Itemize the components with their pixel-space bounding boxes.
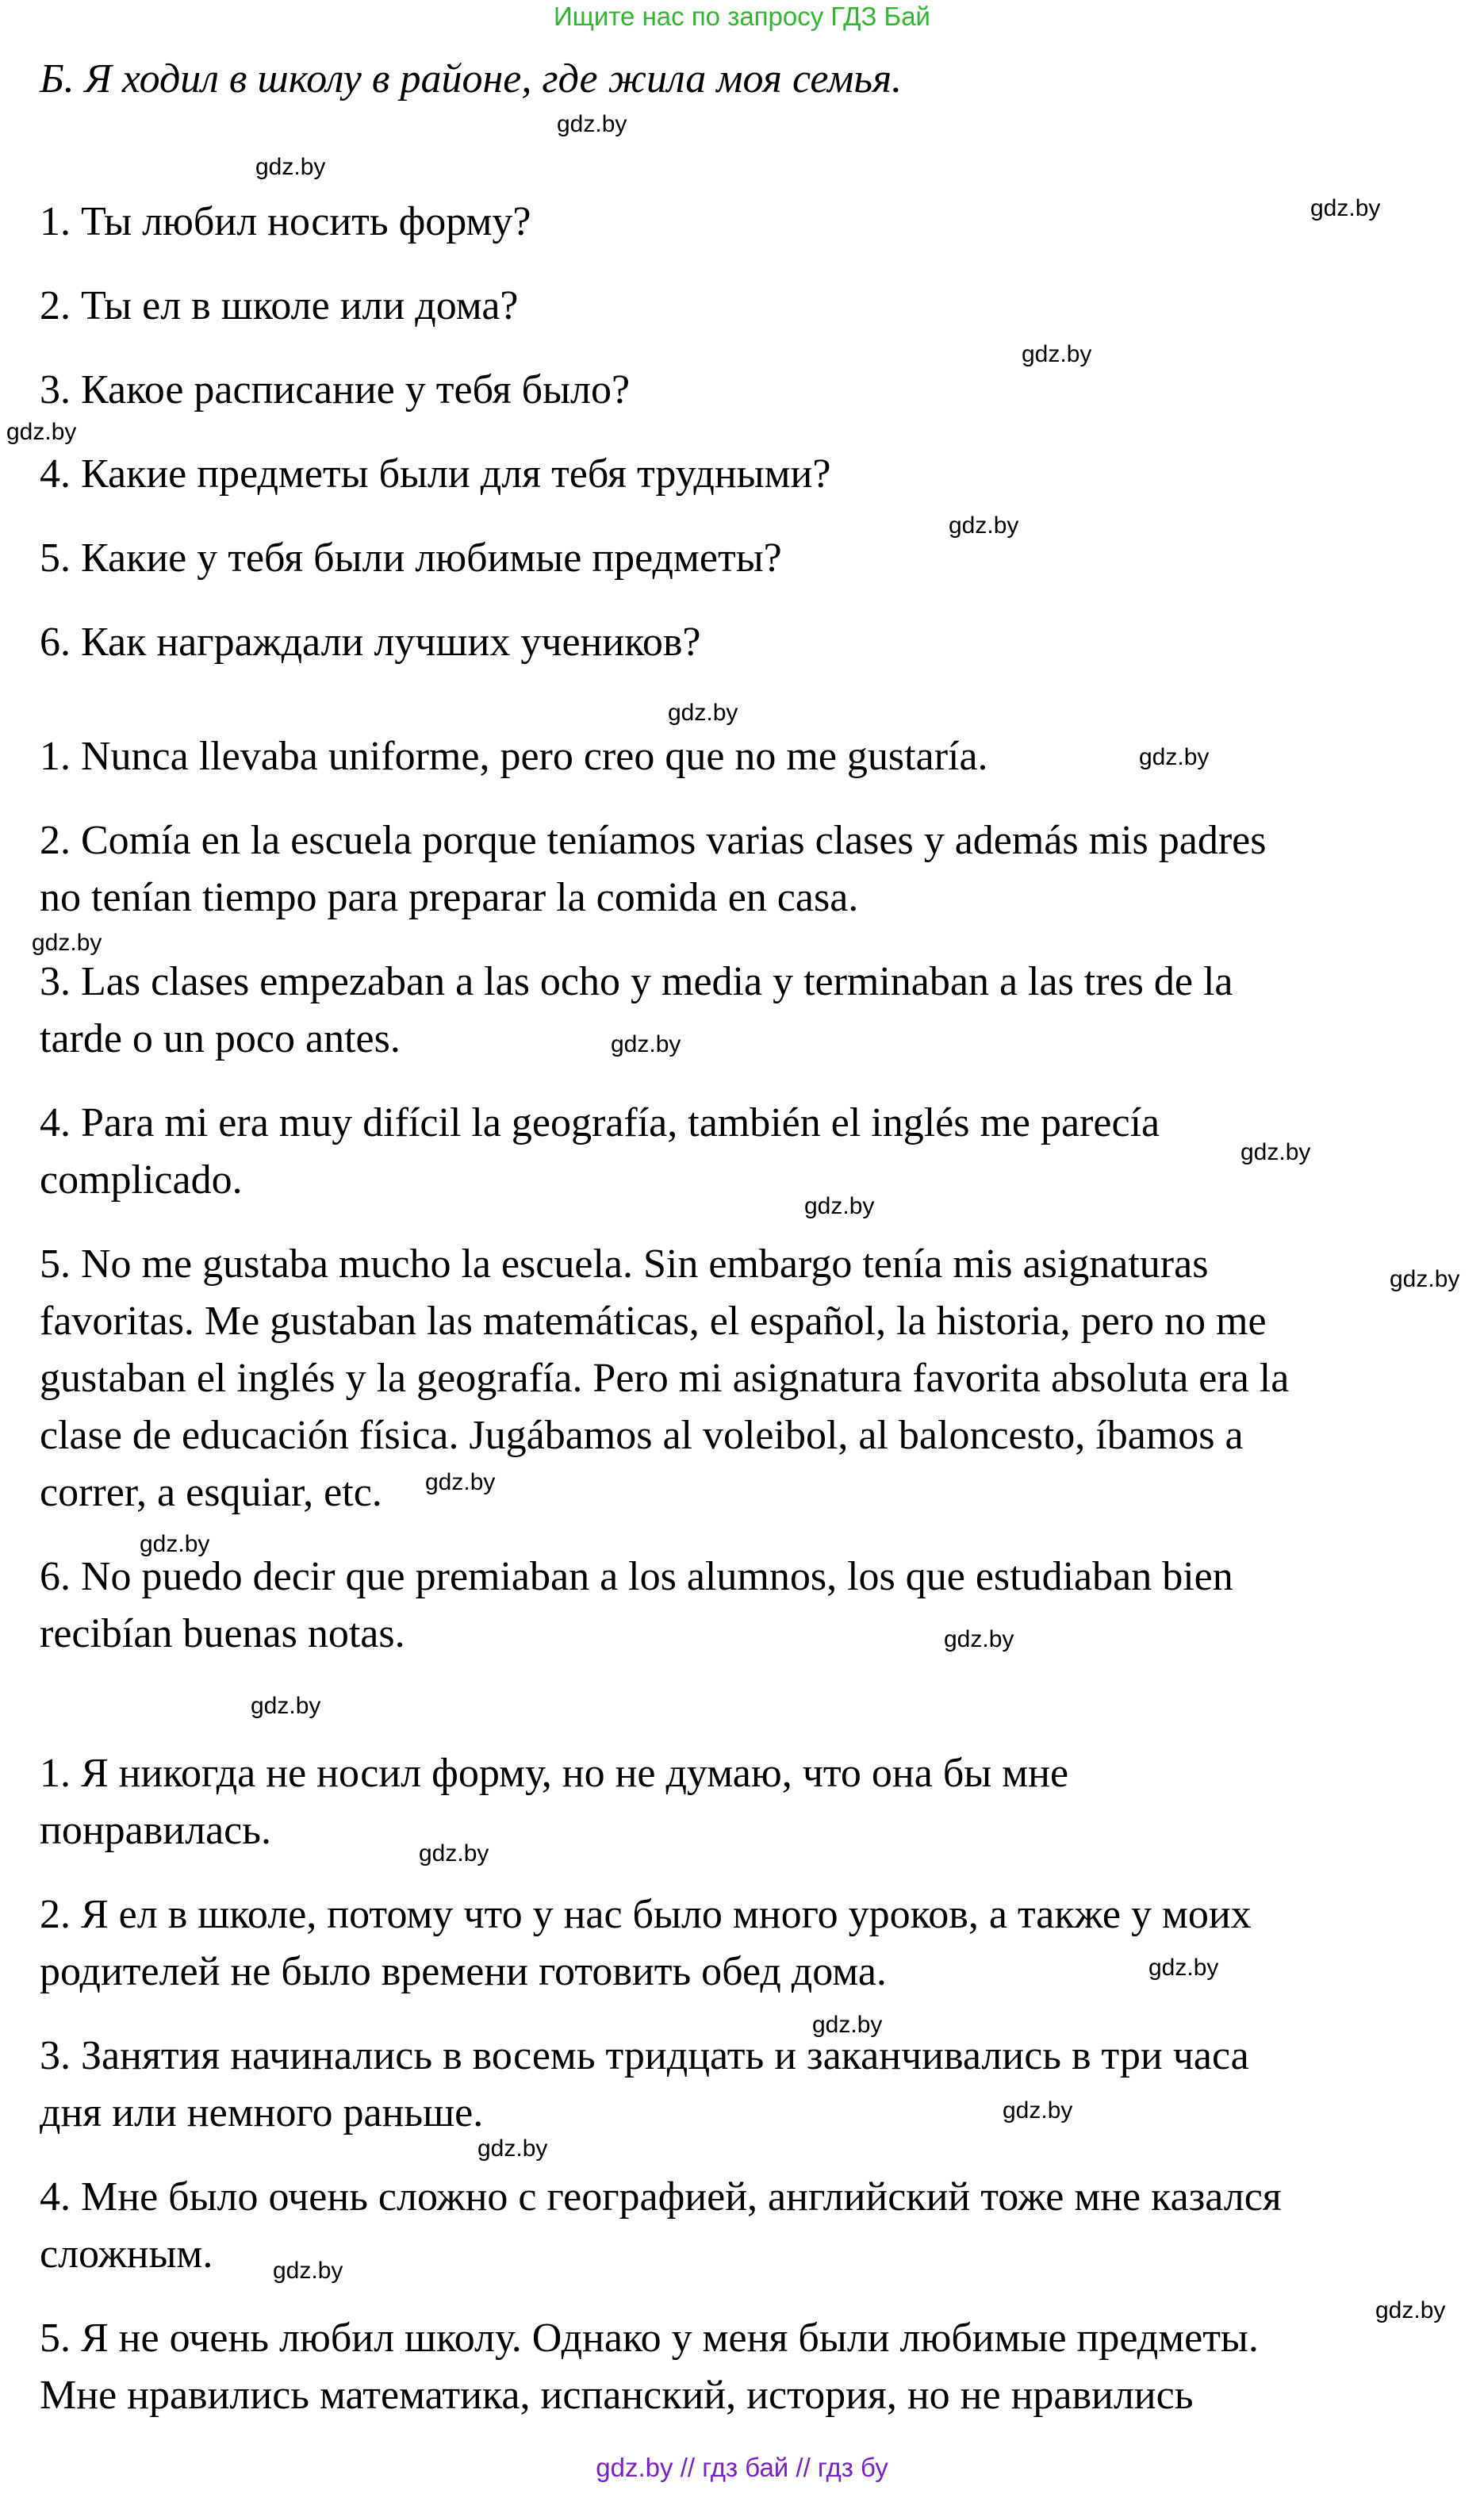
watermark: gdz.by [6, 419, 77, 445]
russian-line: 1. Я никогда не носил форму, но не думаю, что она бы мне [40, 1751, 1069, 1796]
russian-line: понравилась. [40, 1808, 271, 1853]
russian-line: сложным. [40, 2231, 213, 2277]
russian-line: родителей не было времени готовить обед дома. [40, 1949, 887, 1994]
watermark: gdz.by [1241, 1139, 1311, 1165]
watermark: gdz.by [1003, 2097, 1073, 2124]
watermark: gdz.by [425, 1469, 496, 1495]
watermark: gdz.by [477, 2135, 548, 2162]
watermark: gdz.by [1310, 195, 1381, 221]
watermark: gdz.by [944, 1626, 1014, 1652]
spanish-line: recibían buenas notas. [40, 1611, 405, 1656]
watermark: gdz.by [273, 2258, 343, 2284]
question-6: 6. Как награждали лучших учеников? [40, 620, 701, 665]
watermark: gdz.by [1375, 2297, 1446, 2323]
russian-line: 5. Я не очень любил школу. Однако у меня были любимые предметы. [40, 2316, 1259, 2361]
russian-line: Мне нравились математика, испанский, история, но не нравились [40, 2373, 1194, 2418]
watermark: gdz.by [804, 1193, 875, 1219]
watermark: gdz.by [1390, 1266, 1460, 1292]
watermark: gdz.by [251, 1693, 321, 1719]
watermark: gdz.by [668, 700, 738, 726]
spanish-line: complicado. [40, 1157, 243, 1203]
spanish-line: correr, a esquiar, etc. [40, 1470, 382, 1515]
watermark: gdz.by [1139, 744, 1210, 770]
watermark: gdz.by [949, 512, 1019, 539]
question-2: 2. Ты ел в школе или дома? [40, 283, 519, 328]
top-banner[interactable]: Ищите нас по запросу ГДЗ Бай [554, 2, 930, 31]
spanish-line: no tenían tiempo para preparar la comida en casa. [40, 875, 859, 920]
spanish-line: gustaban el inglés y la geografía. Pero mi asignatura favorita absoluta era la [40, 1356, 1290, 1401]
footer-links[interactable]: gdz.by // гдз бай // гдз бу [596, 2453, 888, 2482]
russian-line: 3. Занятия начинались в восемь тридцать и заканчивались в три часа [40, 2033, 1249, 2078]
question-1: 1. Ты любил носить форму? [40, 199, 531, 244]
question-5: 5. Какие у тебя были любимые предметы? [40, 535, 782, 581]
spanish-line: 1. Nunca llevaba uniforme, pero creo que no me gustaría. [40, 734, 988, 779]
watermark: gdz.by [557, 111, 627, 137]
spanish-line: 4. Para mi era muy difícil la geografía, también el inglés me parecía [40, 1100, 1160, 1145]
question-4: 4. Какие предметы были для тебя трудными? [40, 451, 831, 497]
russian-line: дня или немного раньше. [40, 2090, 484, 2135]
watermark: gdz.by [32, 930, 102, 956]
section-heading: Б. Я ходил в школу в районе, где жила моя семья. [40, 56, 903, 102]
watermark: gdz.by [1148, 1955, 1219, 1981]
watermark: gdz.by [140, 1531, 210, 1557]
watermark: gdz.by [611, 1031, 681, 1057]
watermark: gdz.by [1022, 341, 1092, 367]
spanish-line: clase de educación física. Jugábamos al voleibol, al baloncesto, íbamos a [40, 1413, 1244, 1458]
spanish-line: tarde o un poco antes. [40, 1016, 401, 1061]
spanish-line: 3. Las clases empezaban a las ocho y media y terminaban a las tres de la [40, 959, 1233, 1004]
spanish-line: 5. No me gustaba mucho la escuela. Sin embargo tenía mis asignaturas [40, 1241, 1209, 1287]
spanish-line: 2. Comía en la escuela porque teníamos varias clases y además mis padres [40, 818, 1267, 863]
watermark: gdz.by [255, 154, 326, 180]
spanish-line: favoritas. Me gustaban las matemáticas, el español, la historia, pero no me [40, 1299, 1267, 1344]
watermark: gdz.by [419, 1840, 489, 1867]
watermark: gdz.by [812, 2012, 883, 2038]
question-3: 3. Какое расписание у тебя было? [40, 367, 631, 412]
spanish-line: 6. No puedo decir que premiaban a los alumnos, los que estudiaban bien [40, 1554, 1233, 1599]
russian-line: 2. Я ел в школе, потому что у нас было много уроков, а также у моих [40, 1892, 1252, 1937]
russian-line: 4. Мне было очень сложно с географией, английский тоже мне казался [40, 2174, 1282, 2220]
